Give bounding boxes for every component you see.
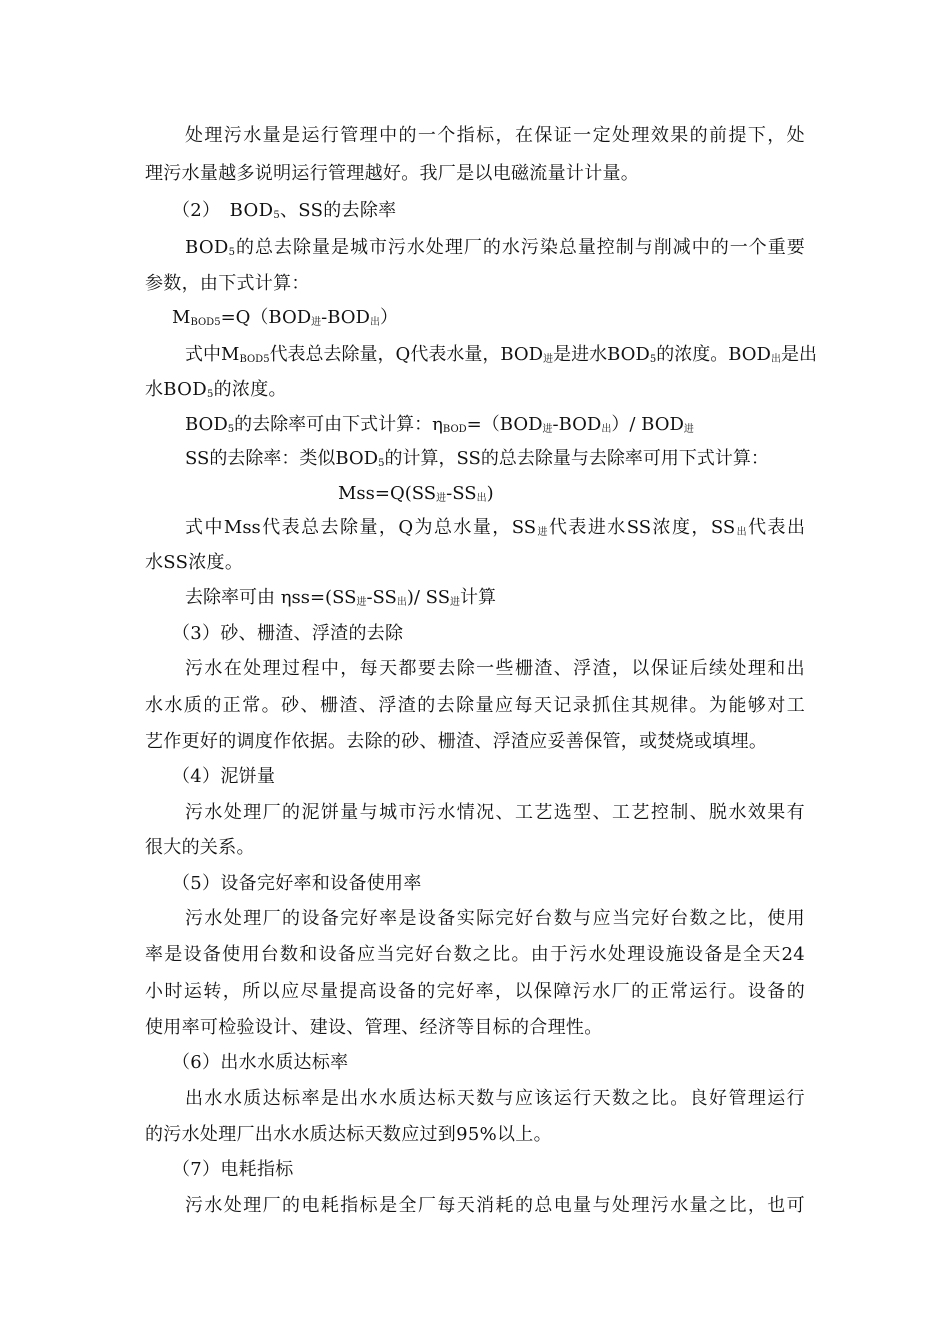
paragraph-line: 污水处理厂的泥饼量与城市污水情况、工艺选型、工艺控制、脱水效果有 [185,802,805,823]
paragraph-line: 处理污水量是运行管理中的一个指标，在保证一定处理效果的前提下，处 [185,125,805,146]
paragraph-line: 污水处理厂的电耗指标是全厂每天消耗的总电量与处理污水量之比，也可 [185,1195,805,1216]
paragraph-line: 水$BOD_5$的浓度。 [145,379,287,400]
section-heading-6: （6）出水水质达标率 [172,1052,349,1073]
paragraph-line: SS的去除率：类似$BOD_5$的计算，SS的总去除量与去除率可用下式计算： [185,448,769,469]
paragraph-line: 污水在处理过程中，每天都要去除一些栅渣、浮渣，以保证后续处理和出 [185,658,805,679]
paragraph-line: 参数，由下式计算： [145,273,310,294]
paragraph-line: $BOD_5$的总去除量是城市污水处理厂的水污染总量控制与削减中的一个重要 [185,237,805,258]
paragraph-line: 小时运转，所以应尽量提高设备的完好率，以保障污水厂的正常运行。设备的 [145,981,805,1002]
paragraph-line: 使用率可检验设计、建设、管理、经济等目标的合理性。 [145,1017,603,1038]
paragraph-line: 水SS浓度。 [145,552,244,573]
paragraph-line: 污水处理厂的设备完好率是设备实际完好台数与应当完好台数之比，使用 [185,908,805,929]
paragraph-line: 出水水质达标率是出水水质达标天数与应该运行天数之比。良好管理运行 [185,1088,805,1109]
paragraph-line: 式中$M_{BOD5}$代表总去除量，Q代表水量，$BOD_进$是进水$BOD_5$的浓度。$BOD_出$是出 [185,344,817,365]
section-heading-7: （7）电耗指标 [172,1159,294,1180]
paragraph-line: 率是设备使用台数和设备应当完好台数之比。由于污水处理设施设备是全天24 [145,944,805,965]
section-heading-3: （3）砂、栅渣、浮渣的去除 [172,623,404,644]
paragraph-line: 式中Mss代表总去除量，Q为总水量，$SS_进$代表进水SS浓度，$SS_出$代表出 [185,517,805,538]
formula-mss: $Mss=Q(SS_进-SS_出)$ [338,483,494,504]
paragraph-line: 理污水量越多说明运行管理越好。我厂是以电磁流量计计量。 [145,163,640,184]
section-heading-2: （2） $BOD_5$、SS的去除率 [172,200,397,221]
formula-mbod5: $M_{BOD5}=Q(BOD_进-BOD_出)$ [172,307,398,328]
section-heading-5: （5）设备完好率和设备使用率 [172,873,422,894]
section-heading-4: （4）泥饼量 [172,766,276,787]
formula-bod5-removal-rate: $BOD_5$的去除率可由下式计算：$\eta_{BOD}=(BOD_进-BOD_出)/$ $BOD_进$ [185,414,694,435]
formula-ss-removal-rate: 去除率可由 $\eta ss=(SS_进-SS_出)/$ $SS_进$计算 [185,587,497,608]
paragraph-line: 艺作更好的调度作依据。去除的砂、栅渣、浮渣应妥善保管，或焚烧或填埋。 [145,731,768,752]
paragraph-line: 的污水处理厂出水水质达标天数应过到95%以上。 [145,1124,552,1145]
paragraph-line: 水水质的正常。砂、栅渣、浮渣的去除量应每天记录抓住其规律。为能够对工 [145,695,805,716]
paragraph-line: 很大的关系。 [145,837,255,858]
